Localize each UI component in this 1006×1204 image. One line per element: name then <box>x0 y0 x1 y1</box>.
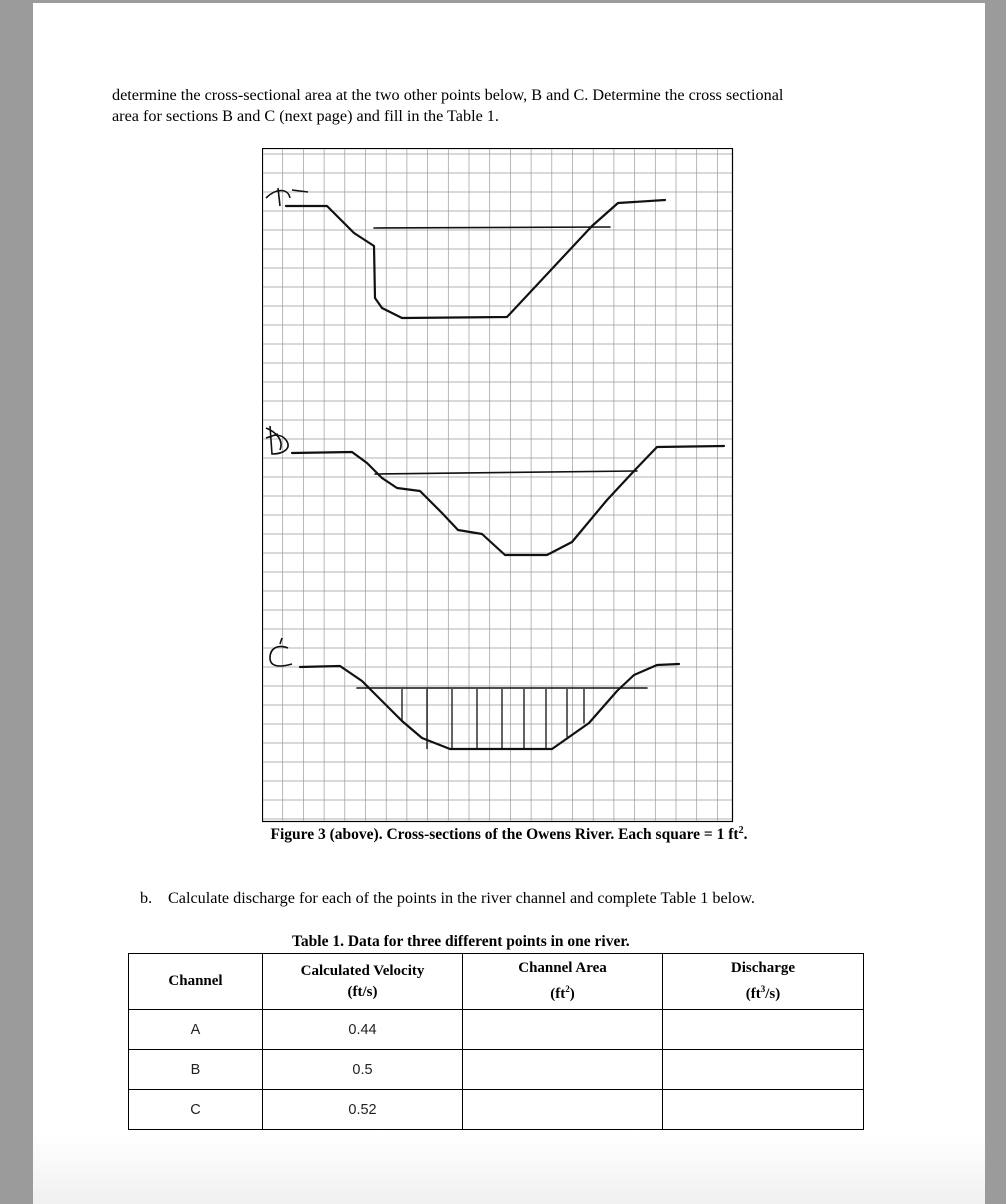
header-discharge-label: Discharge <box>730 960 796 976</box>
caption-period: . <box>743 826 748 844</box>
cell-area[interactable] <box>463 1050 663 1090</box>
header-area-close: ) <box>569 986 575 1002</box>
table-header-row <box>129 954 864 1010</box>
cell-area[interactable] <box>463 1090 663 1130</box>
document-page <box>33 3 985 1204</box>
header-area-sup: 2 <box>565 984 570 994</box>
section-a-water-line <box>374 227 610 228</box>
header-discharge-unit: (ft <box>745 986 761 1002</box>
header-discharge-close: /s) <box>765 986 781 1002</box>
instruction-text: Calculate discharge for each of the points in the river channel and complete Table 1 below. <box>168 889 755 907</box>
figure-caption <box>33 825 985 844</box>
cell-discharge[interactable] <box>663 1010 864 1050</box>
table-row <box>129 1050 864 1090</box>
header-area <box>463 954 663 1010</box>
cell-channel: B <box>129 1050 263 1090</box>
intro-line-1: determine the cross-sectional area at the two other points below, B and C. Determine the cross sectional <box>112 86 784 104</box>
caption-superscript: 2 <box>738 825 744 836</box>
cell-channel: C <box>129 1090 263 1130</box>
cell-area[interactable] <box>463 1010 663 1050</box>
table-title: Table 1. Data for three different points in one river. <box>292 933 630 950</box>
caption-text: Figure 3 (above). Cross-sections of the Owens River. Each square = 1 ft <box>270 826 739 844</box>
header-velocity-unit: (ft/s) <box>347 983 378 1000</box>
header-discharge <box>663 954 864 1010</box>
cell-channel: A <box>129 1010 263 1050</box>
header-velocity-label: Calculated Velocity <box>300 962 425 979</box>
cell-discharge[interactable] <box>663 1090 864 1130</box>
cross-section-figure <box>262 148 734 824</box>
page-bottom-shadow <box>33 1134 985 1204</box>
header-channel <box>129 954 263 1010</box>
cell-velocity: 0.52 <box>263 1090 463 1130</box>
intro-paragraph <box>112 85 902 127</box>
table-row <box>129 1090 864 1130</box>
cell-velocity: 0.44 <box>263 1010 463 1050</box>
header-channel-label: Channel <box>168 973 223 989</box>
instruction-b <box>140 889 755 908</box>
header-area-unit: (ft <box>550 986 566 1002</box>
table-row <box>129 1010 864 1050</box>
header-discharge-sup: 3 <box>760 984 766 994</box>
intro-line-2: area for sections B and C (next page) and fill in the Table 1. <box>112 107 499 125</box>
cell-discharge[interactable] <box>663 1050 864 1090</box>
header-area-label: Channel Area <box>518 960 607 976</box>
data-table <box>128 953 864 1130</box>
header-velocity <box>263 954 463 1010</box>
cell-velocity: 0.5 <box>263 1050 463 1090</box>
figure-border <box>263 149 733 822</box>
list-marker: b. <box>140 889 153 907</box>
